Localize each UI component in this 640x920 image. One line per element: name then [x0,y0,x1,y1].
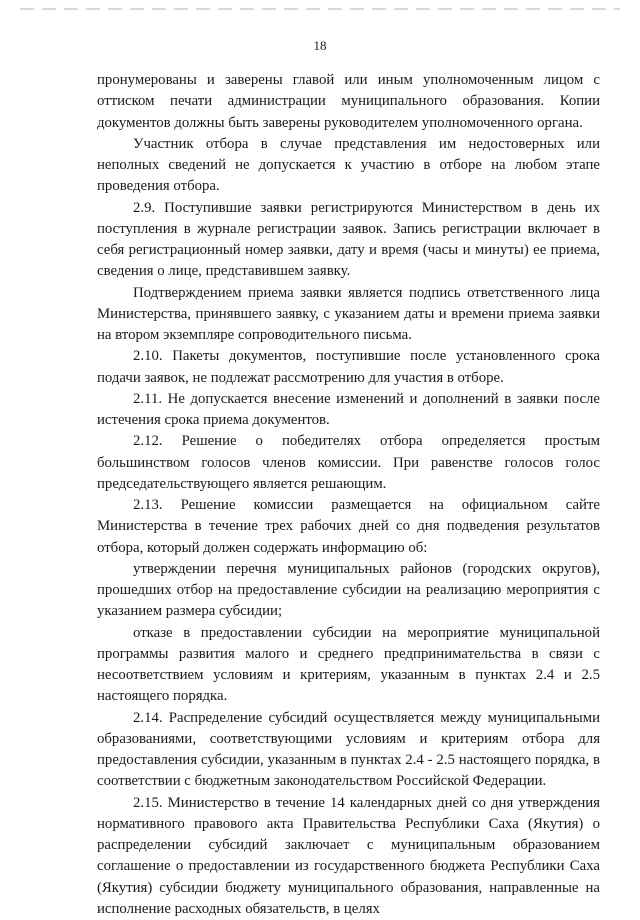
paragraph-2-15: 2.15. Министерство в течение 14 календарных дней со дня утверждения нормативного правового акта Правительства Республики Саха (Якутия) о распределении субсидий заключает с муниципальным образованием соглашение о предоставлении из государственного бюджета Республики Саха (Якутия) субсидии бюджету муниципального образования, направленные на исполнение расходных обязательств, в целях [97,793,600,920]
paragraph-continuation: пронумерованы и заверены главой или иным уполномоченным лицом с оттиском печати администрации муниципального образования. Копии документов должны быть заверены руководителем уполномоченного органа. [97,70,600,134]
paragraph-approval-list: утверждении перечня муниципальных районов (городских округов), прошедших отбор на предоставление субсидии на реализацию мероприятия с указанием размера субсидии; [97,559,600,623]
paragraph-refusal: отказе в предоставлении субсидии на мероприятие муниципальной программы развития малого и среднего предпринимательства в связи с несоответствием условиям и критериям, указанным в пунктах 2.4 и 2.5 настоящего порядка. [97,623,600,708]
page-number: 18 [0,38,640,54]
scan-edge-artifact [20,8,620,10]
paragraph-2-9: 2.9. Поступившие заявки регистрируются Министерством в день их поступления в журнале регистрации заявок. Запись регистрации включает в себя регистрационный номер заявки, дату и время (часы и минуты) ее приема, сведения о лице, представившем заявку. [97,198,600,283]
paragraph-2-12: 2.12. Решение о победителях отбора определяется простым большинством голосов членов комиссии. При равенстве голосов голос председательствующего является решающим. [97,431,600,495]
paragraph-2-11: 2.11. Не допускается внесение изменений и дополнений в заявки после истечения срока приема документов. [97,389,600,432]
paragraph-2-10: 2.10. Пакеты документов, поступившие после установленного срока подачи заявок, не подлежат рассмотрению для участия в отборе. [97,346,600,389]
paragraph-2-14: 2.14. Распределение субсидий осуществляется между муниципальными образованиями, соответствующими условиям и критериям отбора для предоставления субсидии, указанным в пунктах 2.4 - 2.5 настоящего порядка, в соответствии с бюджетным законодательством Российской Федерации. [97,708,600,793]
document-body [97,70,600,920]
paragraph-receipt-confirmation: Подтверждением приема заявки является подпись ответственного лица Министерства, принявшего заявку, с указанием даты и времени приема заявки на втором экземпляре сопроводительного письма. [97,283,600,347]
paragraph-2-13: 2.13. Решение комиссии размещается на официальном сайте Министерства в течение трех рабочих дней со дня подведения результатов отбора, который должен содержать информацию об: [97,495,600,559]
paragraph-participant-rejection: Участник отбора в случае представления им недостоверных или неполных сведений не допускается к участию в отборе на любом этапе проведения отбора. [97,134,600,198]
